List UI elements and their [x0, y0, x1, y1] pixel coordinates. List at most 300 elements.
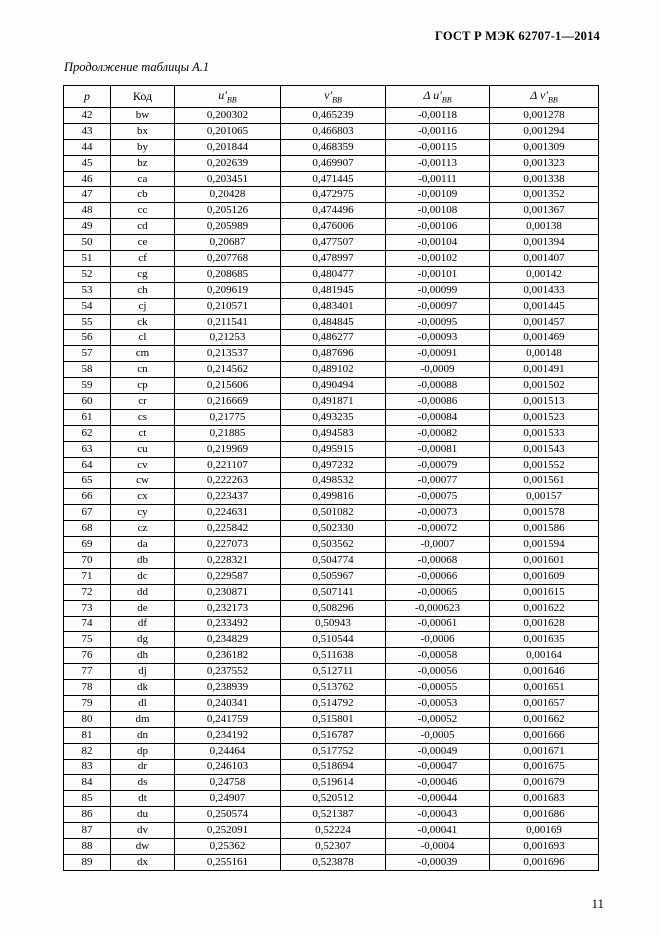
table-cell: 0,476006	[281, 219, 386, 235]
table-cell: 0,001552	[490, 457, 599, 473]
table-cell: 0,001433	[490, 282, 599, 298]
table-cell: 0,001469	[490, 330, 599, 346]
table-row	[64, 838, 599, 854]
table-cell: -0,00044	[386, 791, 490, 807]
table-cell: 0,201844	[175, 139, 281, 155]
table-cell: ca	[111, 171, 175, 187]
table-cell: 0,201065	[175, 123, 281, 139]
table-cell: 0,230871	[175, 584, 281, 600]
table-cell: 0,21253	[175, 330, 281, 346]
table-cell: 0,493235	[281, 409, 386, 425]
table-cell: 44	[64, 139, 111, 155]
table-cell: 0,001683	[490, 791, 599, 807]
table-cell: 0,474496	[281, 203, 386, 219]
table-cell: 0,001445	[490, 298, 599, 314]
table-cell: 0,469907	[281, 155, 386, 171]
table-cell: 74	[64, 616, 111, 632]
table-row	[64, 123, 599, 139]
table-cell: -0,0004	[386, 838, 490, 854]
table-cell: 0,497232	[281, 457, 386, 473]
table-cell: bz	[111, 155, 175, 171]
table-row	[64, 362, 599, 378]
table-cell: 53	[64, 282, 111, 298]
table-cell: 80	[64, 711, 111, 727]
table-cell: 0,001502	[490, 378, 599, 394]
table-cell: 0,205126	[175, 203, 281, 219]
table-row	[64, 695, 599, 711]
table-cell: 0,225842	[175, 521, 281, 537]
table-cell: 0,513762	[281, 680, 386, 696]
table-cell: ce	[111, 235, 175, 251]
table-cell: 62	[64, 425, 111, 441]
table-cell: 75	[64, 632, 111, 648]
table-cell: 0,001601	[490, 552, 599, 568]
table-cell: 0,001635	[490, 632, 599, 648]
table-cell: -0,00073	[386, 505, 490, 521]
table-row	[64, 775, 599, 791]
table-cell: 0,219969	[175, 441, 281, 457]
table-cell: 0,518694	[281, 759, 386, 775]
column-header	[490, 86, 599, 108]
table-cell: -0,00093	[386, 330, 490, 346]
data-table	[63, 85, 599, 871]
table-cell: -0,00086	[386, 394, 490, 410]
table-cell: cf	[111, 251, 175, 267]
table-cell: 0,001533	[490, 425, 599, 441]
table-cell: 0,523878	[281, 854, 386, 870]
table-cell: 82	[64, 743, 111, 759]
table-cell: 0,001323	[490, 155, 599, 171]
table-cell: 0,001646	[490, 664, 599, 680]
table-cell: 63	[64, 441, 111, 457]
table-cell: db	[111, 552, 175, 568]
column-header	[281, 86, 386, 108]
table-cell: 0,255161	[175, 854, 281, 870]
table-cell: 55	[64, 314, 111, 330]
table-cell: 0,489102	[281, 362, 386, 378]
table-cell: 46	[64, 171, 111, 187]
table-cell: 0,507141	[281, 584, 386, 600]
table-cell: 0,24758	[175, 775, 281, 791]
table-row	[64, 552, 599, 568]
table-cell: 0,00169	[490, 823, 599, 839]
table-row	[64, 648, 599, 664]
table-cell: 0,252091	[175, 823, 281, 839]
table-cell: 71	[64, 568, 111, 584]
table-cell: -0,00095	[386, 314, 490, 330]
table-cell: 0,232173	[175, 600, 281, 616]
table-cell: 0,236182	[175, 648, 281, 664]
table-row	[64, 282, 599, 298]
table-cell: cg	[111, 266, 175, 282]
table-row	[64, 616, 599, 632]
table-cell: 0,487696	[281, 346, 386, 362]
table-cell: 0,215606	[175, 378, 281, 394]
table-cell: 0,209619	[175, 282, 281, 298]
table-row	[64, 346, 599, 362]
table-cell: -0,00058	[386, 648, 490, 664]
table-cell: bw	[111, 108, 175, 124]
table-cell: -0,00082	[386, 425, 490, 441]
column-header-label: u′	[218, 88, 227, 103]
table-cell: 54	[64, 298, 111, 314]
table-cell: 68	[64, 521, 111, 537]
table-cell: -0,0006	[386, 632, 490, 648]
table-cell: 0,001457	[490, 314, 599, 330]
table-row	[64, 203, 599, 219]
table-row	[64, 425, 599, 441]
table-row	[64, 537, 599, 553]
table-cell: 0,00138	[490, 219, 599, 235]
table-cell: 0,52224	[281, 823, 386, 839]
table-cell: 0,483401	[281, 298, 386, 314]
table-cell: 59	[64, 378, 111, 394]
table-row	[64, 743, 599, 759]
table-cell: 56	[64, 330, 111, 346]
table-cell: 0,515801	[281, 711, 386, 727]
table-cell: 0,20687	[175, 235, 281, 251]
table-cell: -0,00041	[386, 823, 490, 839]
table-cell: 57	[64, 346, 111, 362]
table-row	[64, 473, 599, 489]
table-cell: -0,00088	[386, 378, 490, 394]
table-cell: 0,503562	[281, 537, 386, 553]
table-cell: 0,238939	[175, 680, 281, 696]
table-cell: cn	[111, 362, 175, 378]
table-cell: 83	[64, 759, 111, 775]
table-row	[64, 600, 599, 616]
column-header-label: v′	[324, 88, 333, 103]
table-row	[64, 807, 599, 823]
table-cell: 0,514792	[281, 695, 386, 711]
table-cell: 0,001675	[490, 759, 599, 775]
table-cell: 0,205989	[175, 219, 281, 235]
table-cell: dk	[111, 680, 175, 696]
table-cell: -0,00077	[386, 473, 490, 489]
table-cell: 0,508296	[281, 600, 386, 616]
table-cell: 0,233492	[175, 616, 281, 632]
table-cell: 0,498532	[281, 473, 386, 489]
table-cell: 0,490494	[281, 378, 386, 394]
table-cell: cv	[111, 457, 175, 473]
table-cell: 0,486277	[281, 330, 386, 346]
table-cell: 0,491871	[281, 394, 386, 410]
table-cell: 51	[64, 251, 111, 267]
table-cell: 58	[64, 362, 111, 378]
table-cell: dn	[111, 727, 175, 743]
table-cell: -0,00052	[386, 711, 490, 727]
table-cell: 0,510544	[281, 632, 386, 648]
table-cell: 0,001693	[490, 838, 599, 854]
table-cell: dl	[111, 695, 175, 711]
table-cell: 48	[64, 203, 111, 219]
table-cell: 84	[64, 775, 111, 791]
table-cell: -0,00099	[386, 282, 490, 298]
table-cell: 0,001394	[490, 235, 599, 251]
table-cell: 0,214562	[175, 362, 281, 378]
table-cell: 0,00142	[490, 266, 599, 282]
table-cell: dr	[111, 759, 175, 775]
table-cell: 65	[64, 473, 111, 489]
table-cell: 64	[64, 457, 111, 473]
table-cell: -0,00091	[386, 346, 490, 362]
table-cell: 0,00157	[490, 489, 599, 505]
table-cell: 0,001513	[490, 394, 599, 410]
table-cell: dc	[111, 568, 175, 584]
table-cell: 0,228321	[175, 552, 281, 568]
table-row	[64, 457, 599, 473]
table-cell: 0,25362	[175, 838, 281, 854]
table-cell: 0,502330	[281, 521, 386, 537]
table-cell: 0,001352	[490, 187, 599, 203]
table-row	[64, 330, 599, 346]
page-number: 11	[591, 896, 604, 911]
table-row	[64, 711, 599, 727]
table-cell: 66	[64, 489, 111, 505]
table-cell: cd	[111, 219, 175, 235]
table-cell: -0,00106	[386, 219, 490, 235]
table-cell: 0,241759	[175, 711, 281, 727]
table-cell: dd	[111, 584, 175, 600]
table-cell: 0,52307	[281, 838, 386, 854]
table-row	[64, 759, 599, 775]
column-header-subscript: ВВ	[226, 95, 237, 105]
table-row	[64, 409, 599, 425]
table-cell: -0,00053	[386, 695, 490, 711]
table-cell: dt	[111, 791, 175, 807]
table-cell: da	[111, 537, 175, 553]
table-header	[64, 86, 599, 108]
table-cell: 0,001686	[490, 807, 599, 823]
table-cell: -0,00118	[386, 108, 490, 124]
table-row	[64, 235, 599, 251]
table-cell: dp	[111, 743, 175, 759]
table-cell: 0,001523	[490, 409, 599, 425]
column-header-label: Код	[132, 89, 153, 103]
column-header	[386, 86, 490, 108]
table-cell: cl	[111, 330, 175, 346]
table-cell: 0,001367	[490, 203, 599, 219]
table-cell: -0,0007	[386, 537, 490, 553]
table-cell: 0,001543	[490, 441, 599, 457]
table-cell: -0,00072	[386, 521, 490, 537]
table-cell: 0,001662	[490, 711, 599, 727]
table-cell: 61	[64, 409, 111, 425]
table-cell: -0,0009	[386, 362, 490, 378]
table-cell: 0,001278	[490, 108, 599, 124]
table-cell: dg	[111, 632, 175, 648]
table-cell: dw	[111, 838, 175, 854]
table-cell: -0,00108	[386, 203, 490, 219]
table-cell: 0,224631	[175, 505, 281, 521]
table-cell: 89	[64, 854, 111, 870]
table-cell: 87	[64, 823, 111, 839]
table-row	[64, 378, 599, 394]
table-cell: cr	[111, 394, 175, 410]
table-cell: 81	[64, 727, 111, 743]
table-cell: -0,00101	[386, 266, 490, 282]
table-cell: cj	[111, 298, 175, 314]
table-cell: dm	[111, 711, 175, 727]
table-cell: 0,504774	[281, 552, 386, 568]
table-cell: cz	[111, 521, 175, 537]
table-cell: 0,250574	[175, 807, 281, 823]
table-cell: 0,001594	[490, 537, 599, 553]
table-cell: -0,0005	[386, 727, 490, 743]
table-cell: 0,001338	[490, 171, 599, 187]
table-cell: 0,511638	[281, 648, 386, 664]
table-cell: 0,481945	[281, 282, 386, 298]
table-cell: 0,203451	[175, 171, 281, 187]
table-cell: 0,20428	[175, 187, 281, 203]
table-cell: 88	[64, 838, 111, 854]
table-row	[64, 171, 599, 187]
table-cell: 0,466803	[281, 123, 386, 139]
table-cell: 76	[64, 648, 111, 664]
table-cell: 67	[64, 505, 111, 521]
table-cell: 78	[64, 680, 111, 696]
table-cell: cp	[111, 378, 175, 394]
table-cell: ck	[111, 314, 175, 330]
column-header-subscript: ВВ	[441, 95, 452, 105]
table-cell: 0,484845	[281, 314, 386, 330]
table-cell: ch	[111, 282, 175, 298]
table-cell: 0,494583	[281, 425, 386, 441]
column-header	[64, 86, 111, 108]
table-cell: 0,517752	[281, 743, 386, 759]
table-cell: -0,00102	[386, 251, 490, 267]
table-cell: 0,237552	[175, 664, 281, 680]
table-cell: 45	[64, 155, 111, 171]
table-cell: -0,00115	[386, 139, 490, 155]
table-cell: 0,001628	[490, 616, 599, 632]
table-row	[64, 187, 599, 203]
table-cell: -0,00081	[386, 441, 490, 457]
table-row	[64, 791, 599, 807]
column-header	[175, 86, 281, 108]
table-cell: 0,501082	[281, 505, 386, 521]
table-cell: 0,472975	[281, 187, 386, 203]
table-cell: 0,200302	[175, 108, 281, 124]
table-cell: by	[111, 139, 175, 155]
table-cell: 72	[64, 584, 111, 600]
table-cell: 85	[64, 791, 111, 807]
table-cell: 0,210571	[175, 298, 281, 314]
table-cell: 79	[64, 695, 111, 711]
table-cell: 0,521387	[281, 807, 386, 823]
table-cell: 0,519614	[281, 775, 386, 791]
table-cell: 0,213537	[175, 346, 281, 362]
table-row	[64, 139, 599, 155]
table-cell: 0,229587	[175, 568, 281, 584]
column-header-label: Δ u′	[423, 88, 442, 103]
table-cell: -0,00065	[386, 584, 490, 600]
table-cell: 0,216669	[175, 394, 281, 410]
table-cell: 42	[64, 108, 111, 124]
table-cell: 0,00164	[490, 648, 599, 664]
table-cell: 43	[64, 123, 111, 139]
table-cell: 0,001407	[490, 251, 599, 267]
table-cell: -0,00075	[386, 489, 490, 505]
table-cell: -0,00056	[386, 664, 490, 680]
table-row	[64, 568, 599, 584]
table-cell: 60	[64, 394, 111, 410]
table-row	[64, 489, 599, 505]
column-header-label: Δ v′	[530, 88, 548, 103]
table-cell: -0,00084	[386, 409, 490, 425]
table-cell: -0,00097	[386, 298, 490, 314]
table-row	[64, 664, 599, 680]
table-cell: -0,00061	[386, 616, 490, 632]
column-header-label: p	[84, 89, 90, 103]
table-row	[64, 314, 599, 330]
column-header-subscript: ВВ	[332, 95, 342, 105]
table-cell: 86	[64, 807, 111, 823]
table-cell: 0,478997	[281, 251, 386, 267]
table-cell: 0,516787	[281, 727, 386, 743]
table-row	[64, 584, 599, 600]
table-cell: 0,24907	[175, 791, 281, 807]
table-cell: du	[111, 807, 175, 823]
table-cell: -0,00066	[386, 568, 490, 584]
table-cell: 0,21885	[175, 425, 281, 441]
table-cell: df	[111, 616, 175, 632]
table-cell: dv	[111, 823, 175, 839]
table-cell: 0,246103	[175, 759, 281, 775]
table-cell: cm	[111, 346, 175, 362]
column-header-subscript: ВВ	[548, 95, 558, 105]
table-cell: 0,234829	[175, 632, 281, 648]
table-cell: 0,001578	[490, 505, 599, 521]
table-row	[64, 680, 599, 696]
table-cell: -0,000623	[386, 600, 490, 616]
table-cell: 47	[64, 187, 111, 203]
table-cell: 0,520512	[281, 791, 386, 807]
table-cell: 0,001671	[490, 743, 599, 759]
table-row	[64, 298, 599, 314]
table-cell: 0,211541	[175, 314, 281, 330]
table-cell: 0,495915	[281, 441, 386, 457]
table-cell: -0,00111	[386, 171, 490, 187]
table-cell: bx	[111, 123, 175, 139]
table-body	[64, 108, 599, 871]
table-cell: 0,499816	[281, 489, 386, 505]
table-cell: 0,207768	[175, 251, 281, 267]
table-cell: -0,00055	[386, 680, 490, 696]
table-cell: 0,001696	[490, 854, 599, 870]
table-cell: ct	[111, 425, 175, 441]
table-cell: 0,50943	[281, 616, 386, 632]
table-cell: 0,001561	[490, 473, 599, 489]
table-cell: dh	[111, 648, 175, 664]
table-cell: cb	[111, 187, 175, 203]
table-cell: -0,00116	[386, 123, 490, 139]
table-row	[64, 505, 599, 521]
table-cell: 0,222263	[175, 473, 281, 489]
table-row	[64, 219, 599, 235]
table-cell: 77	[64, 664, 111, 680]
table-cell: 0,001657	[490, 695, 599, 711]
table-cell: 0,001679	[490, 775, 599, 791]
table-cell: 0,001666	[490, 727, 599, 743]
table-cell: 0,471445	[281, 171, 386, 187]
table-cell: -0,00104	[386, 235, 490, 251]
table-cell: -0,00068	[386, 552, 490, 568]
table-cell: 0,001586	[490, 521, 599, 537]
table-cell: 0,240341	[175, 695, 281, 711]
table-cell: 0,221107	[175, 457, 281, 473]
table-cell: 0,223437	[175, 489, 281, 505]
